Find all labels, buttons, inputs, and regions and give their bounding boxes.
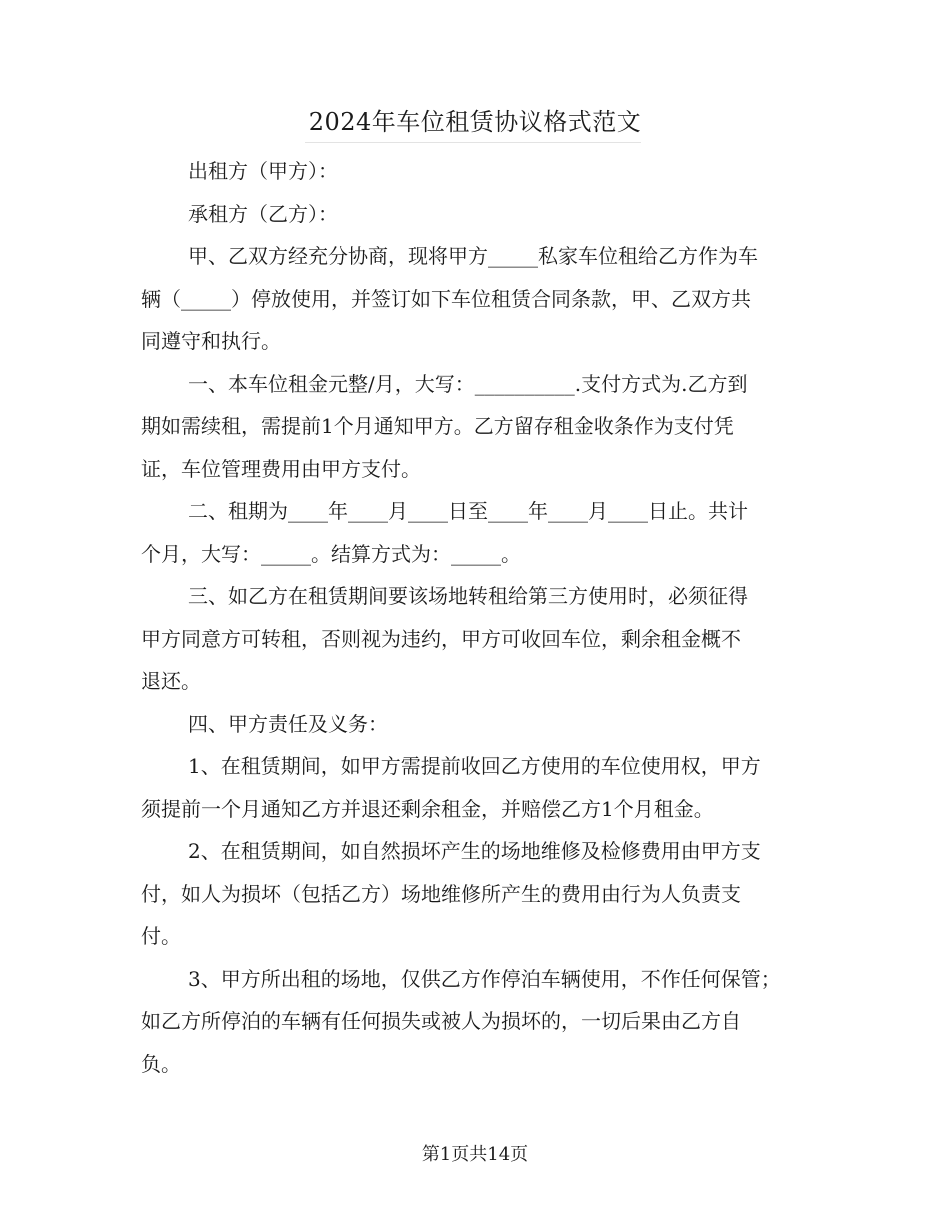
item-two-line: 付，如人为损坏（包括乙方）场地维修所产生的费用由行为人负责支	[141, 882, 741, 906]
clause-four-heading: 四、甲方责任及义务：	[188, 712, 388, 736]
clause-three-line: 三、如乙方在租赁期间要该场地转租给第三方使用时，必须征得	[188, 584, 748, 608]
item-two-line: 2、在租赁期间，如自然损坏产生的场地维修及检修费用由甲方支	[188, 839, 761, 863]
clause-three-line: 退还。	[141, 669, 201, 693]
item-two-line: 付。	[141, 924, 181, 948]
clause-two-line: 二、租期为____年____月____日至____年____月____日止。共计	[188, 499, 748, 523]
page-number: 第1页共14页	[421, 1144, 529, 1165]
paragraph-line: 辆（_____）停放使用，并签订如下车位租赁合同条款，甲、乙双方共	[141, 287, 751, 311]
paragraph-line: 甲、乙双方经充分协商，现将甲方_____私家车位租给乙方作为车	[188, 244, 758, 268]
clause-one-line: 一、本车位租金元整/月，大写：__________.支付方式为.乙方到	[188, 372, 748, 396]
clause-one-line: 期如需续租，需提前1个月通知甲方。乙方留存租金收条作为支付凭	[141, 414, 734, 438]
item-one-line: 须提前一个月通知乙方并退还剩余租金，并赔偿乙方1个月租金。	[141, 797, 714, 821]
item-three-line: 如乙方所停泊的车辆有任何损失或被人为损坏的，一切后果由乙方自	[141, 1009, 741, 1033]
item-three-line: 负。	[141, 1052, 181, 1076]
party-a-line: 出租方（甲方）：	[188, 159, 338, 183]
clause-one-line: 证，车位管理费用由甲方支付。	[141, 457, 421, 481]
paragraph-line: 同遵守和执行。	[141, 329, 281, 353]
item-one-line: 1、在租赁期间，如甲方需提前收回乙方使用的车位使用权，甲方	[188, 754, 761, 778]
document-title: 2024年车位租赁协议格式范文	[308, 108, 642, 136]
clause-three-line: 甲方同意方可转租，否则视为违约，甲方可收回车位，剩余租金概不	[141, 627, 741, 651]
party-b-line: 承租方（乙方）：	[188, 202, 338, 226]
clause-two-line: 个月，大写：_____。结算方式为：_____。	[141, 542, 521, 566]
title-underline	[305, 142, 641, 143]
item-three-line: 3、甲方所出租的场地，仅供乙方作停泊车辆使用，不作任何保管；	[188, 967, 781, 991]
